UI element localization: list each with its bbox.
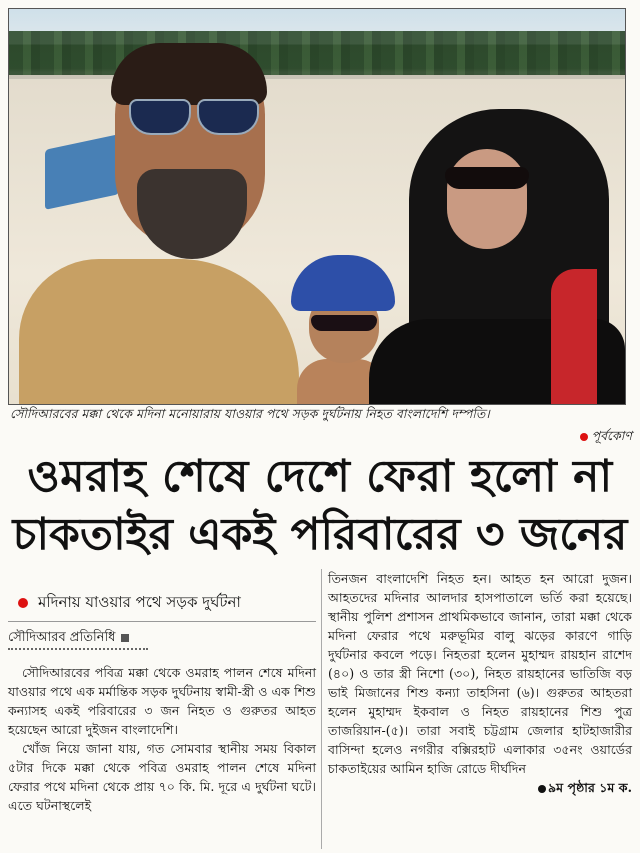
- divider: [8, 621, 316, 622]
- square-icon: [121, 634, 129, 642]
- photo-credit: পূর্বকোণ: [580, 428, 632, 448]
- red-dot-icon: [18, 598, 28, 608]
- article-column-left: [8, 663, 316, 815]
- paragraph: তিনজন বাংলাদেশি নিহত হন। আহত হন আরো দুজন। আহতদের মদিনার আলদার হাসপাতালে ভর্তি করা হয়েছে। স্থানীয় পুলিশ প্রশাসন প্রাথমিকভাবে জানান, তারা মক্কা থেকে মদিনা ফেরার পথে মরুভূমির বালু ঝড়ের কারণে গাড়ি দুর্ঘটনার কবলে পড়ে। নিহতরা হলেন মুহাম্মদ রায়হান রাশেদ (৪০) ও তার স্ত্রী নিশো (৩০), নিহত রায়হানের ভাতিজি বড় ভাই মিজানের শিশু কন্যা তাহসিনা (৬)। গুরুতর আহতরা হলেন মুহাম্মদ ইকবাল ও নিহত রায়হানের শিশু পুত্র তাজরিয়ান-(৫)। তারা সবাই চট্টগ্রাম জেলার হাটহাজারীর বাসিন্দা হলেও নগরীর বক্সিরহাট এলাকার ৩৫নং ওয়ার্ডের চাকতাইয়ের আমিন হাজি রোডে দীর্ঘদিন: [328, 571, 632, 776]
- dotted-divider: [8, 648, 148, 650]
- man-figure: [19, 29, 319, 405]
- photo-caption: সৌদিআরবের মক্কা থেকে মদিনা মনোয়ারায় যাওয়ার পথে সড়ক দুর্ঘটনায় নিহত বাংলাদেশি দম্পতি।: [10, 406, 490, 421]
- column-divider: [321, 569, 322, 849]
- red-dot-icon: [580, 433, 588, 441]
- bullet-icon: [538, 785, 546, 793]
- paragraph: সৌদিআরবের পবিত্র মক্কা থেকে ওমরাহ পালন শেষে মদিনা যাওয়ার পথে এক মর্মান্তিক সড়ক দুর্ঘটনায় স্বামী-স্ত্রী ও এক শিশু কন্যাসহ একই পরিবারের ৩ জন নিহত ও গুরুতর আহত হয়েছেন আরো দুইজন বাংলাদেশি।: [8, 665, 316, 737]
- paragraph: খোঁজ নিয়ে জানা যায়, গত সোমবার স্থানীয় সময় বিকাল ৫টার দিকে মক্কা থেকে পবিত্র ওমরাহ পালন শেষে মদিনা ফেরার পথে মদিনা থেকে প্রায় ৭০ কি. মি. দূরে এ দুর্ঘটনা ঘটে। এতে ঘটনাস্থলেই: [8, 741, 316, 813]
- byline: সৌদিআরব প্রতিনিধি: [8, 628, 129, 649]
- headline: [8, 451, 632, 560]
- headline-line-1: ওমরাহ শেষে দেশে ফেরা হলো না: [27, 451, 613, 502]
- woman-figure: [369, 109, 625, 405]
- headline-line-2: চাকতাইর একই পরিবারের ৩ জনের: [12, 509, 628, 560]
- subheadline: মদিনায় যাওয়ার পথে সড়ক দুর্ঘটনা: [18, 591, 241, 616]
- news-photo: [8, 8, 626, 405]
- article-column-right: [328, 569, 632, 797]
- continued-marker: ৯ম পৃষ্ঠার ১ম ক.: [328, 778, 632, 797]
